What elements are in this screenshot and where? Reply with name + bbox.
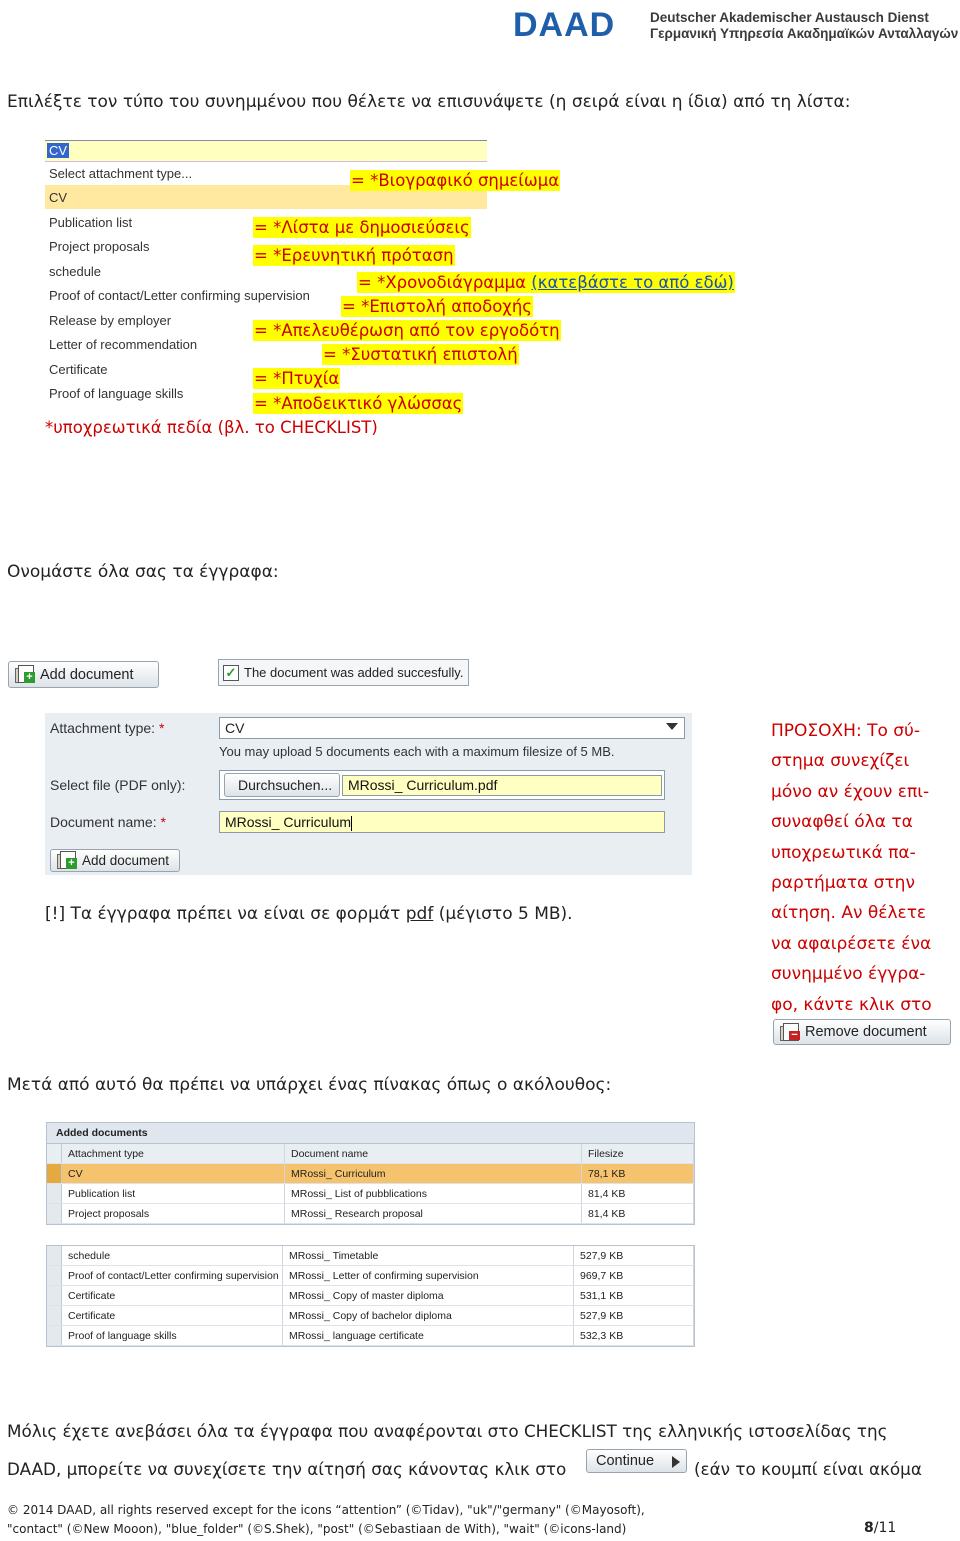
footer-copyright-line1: © 2014 DAAD, all rights reserved except for the icons “attention” (©Tidav), "uk"/"germany" (©Mayosoft),: [7, 1503, 645, 1517]
table-row[interactable]: [47, 1286, 694, 1306]
closing-text-line2-suffix: (εάν το κουμπί είναι ακόμα: [694, 1459, 922, 1479]
added-documents-table: [46, 1122, 695, 1225]
mandatory-note: *υποχρεωτικά πεδία (βλ. το CHECKLIST): [45, 418, 378, 437]
table-cell: MRossi_ Curriculum: [285, 1164, 582, 1184]
table-row[interactable]: [47, 1266, 694, 1286]
table-cell: Certificate: [62, 1306, 283, 1326]
document-name-label: Document name: *: [50, 814, 166, 830]
footer-copyright-line2: "contact" (©New Mooon), "blue_folder" (©S.Shek), "post" (©Sebastiaan de With), "wait" (©icons-land): [7, 1522, 627, 1536]
form-add-document-label: Add document: [82, 853, 170, 868]
table-cell: MRossi_ Copy of bachelor diploma: [283, 1306, 574, 1326]
dropdown-option[interactable]: Proof of contact/Letter confirming supervision: [49, 288, 310, 303]
pdf-link[interactable]: pdf: [405, 904, 434, 924]
translation-release: = *Απελευθέρωση από τον εργοδότη: [254, 321, 560, 340]
daad-logo: DAAD: [513, 6, 616, 44]
table-cell: 531,1 KB: [574, 1286, 694, 1306]
table-header-row: [47, 1144, 694, 1164]
translation-publication: = *Λίστα με δημοσιεύσεις: [254, 218, 470, 237]
chevron-down-icon: [666, 723, 678, 730]
add-document-label: Add document: [40, 666, 134, 683]
table-intro-text: Μετά από αυτό θα πρέπει να υπάρχει ένας πίνακας όπως ο ακόλουθος:: [7, 1075, 612, 1095]
row-selector[interactable]: [47, 1326, 62, 1346]
remove-document-label: Remove document: [805, 1024, 927, 1040]
table-cell: Certificate: [62, 1286, 283, 1306]
table-cell: 969,7 KB: [574, 1266, 694, 1286]
dropdown-option[interactable]: schedule: [49, 264, 102, 279]
attachment-type-label: Attachment type: *: [50, 720, 165, 736]
table-title: Added documents: [47, 1123, 694, 1144]
documents-grid: [47, 1246, 694, 1346]
translation-schedule: [357, 272, 735, 293]
table-cell: MRossi_ language certificate: [283, 1326, 574, 1346]
table-cell: MRossi_ Copy of master diploma: [283, 1286, 574, 1306]
add-document-button[interactable]: [8, 661, 159, 688]
org-name-german: Deutscher Akademischer Austausch Dienst: [650, 10, 929, 25]
select-file-label: Select file (PDF only):: [50, 777, 186, 793]
remove-document-icon: −: [780, 1024, 800, 1041]
name-documents-text: Ονομάστε όλα σας τα έγγραφα:: [7, 562, 279, 582]
dropdown-option[interactable]: Certificate: [49, 362, 108, 377]
attachment-type-dropdown[interactable]: [45, 140, 487, 162]
row-selector[interactable]: [47, 1204, 62, 1224]
continue-button[interactable]: [586, 1449, 687, 1473]
remove-document-button[interactable]: [773, 1019, 951, 1045]
table-cell: 532,3 KB: [574, 1326, 694, 1346]
table-cell: 81,4 KB: [582, 1184, 694, 1204]
translation-schedule-text: = *Χρονοδιάγραμμα: [358, 273, 527, 292]
table-cell: schedule: [62, 1246, 283, 1266]
row-selector[interactable]: [47, 1184, 62, 1204]
row-selector[interactable]: [47, 1164, 62, 1184]
file-path-field[interactable]: MRossi_ Curriculum.pdf: [342, 775, 662, 796]
column-header: Attachment type: [62, 1144, 285, 1164]
page-number: 8/11: [864, 1520, 897, 1536]
continue-label: Continue: [596, 1453, 655, 1469]
table-cell: Project proposals: [62, 1204, 285, 1224]
table-cell: MRossi_ Letter of confirming supervision: [283, 1266, 574, 1286]
dropdown-option[interactable]: Letter of recommendation: [49, 337, 198, 352]
table-row[interactable]: [47, 1246, 694, 1266]
row-selector[interactable]: [47, 1306, 62, 1326]
translation-recommendation: = *Συστατική επιστολή: [323, 345, 518, 364]
attachment-type-value: CV: [225, 720, 245, 736]
table-cell: 81,4 KB: [582, 1204, 694, 1224]
table-row[interactable]: [47, 1204, 694, 1224]
closing-text-line2-prefix: DAAD, μπορείτε να συνεχίσετε την αίτησή σας κάνοντας κλικ στο: [7, 1459, 567, 1479]
table-cell: MRossi_ List of pubblications: [285, 1184, 582, 1204]
row-selector[interactable]: [47, 1266, 62, 1286]
table-cell: 78,1 KB: [582, 1164, 694, 1184]
table-cell: 527,9 KB: [574, 1306, 694, 1326]
dropdown-selected-value: CV: [49, 143, 68, 158]
attachment-type-select[interactable]: [219, 717, 685, 739]
translation-language: = *Αποδεικτικό γλώσσας: [254, 394, 463, 413]
translation-certificate: = *Πτυχία: [254, 369, 340, 388]
dropdown-option[interactable]: Select attachment type...: [49, 166, 193, 181]
checkmark-icon: ✓: [223, 665, 239, 681]
table-row[interactable]: [47, 1306, 694, 1326]
upload-hint: You may upload 5 documents each with a maximum filesize of 5 MB.: [219, 744, 615, 759]
translation-cv: = *Βιογραφικό σημείωμα: [351, 171, 560, 190]
table-cell: Proof of contact/Letter confirming supervision: [62, 1266, 283, 1286]
arrow-right-icon: [672, 1456, 680, 1468]
dropdown-option[interactable]: Release by employer: [49, 313, 172, 328]
attention-note: ΠΡΟΣΟΧΗ: Το σύ- στημα συνεχίζει μόνο αν έχουν επι- συναφθεί όλα τα υποχρεωτικά πα- ραρτήματα στην αίτηση. Αν θέλετε να αφαιρέσετε ένα συνημμένο έγγρα- φο, κάντε κλικ στο: [771, 721, 932, 1015]
translation-proposal: = *Ερευνητική πρόταση: [254, 246, 454, 265]
document-name-input[interactable]: [219, 811, 665, 833]
dropdown-option[interactable]: Proof of language skills: [49, 386, 184, 401]
row-selector[interactable]: [47, 1286, 62, 1306]
form-add-document-button[interactable]: [50, 849, 180, 872]
browse-button[interactable]: Durchsuchen...: [224, 773, 340, 797]
add-document-icon: +: [57, 852, 77, 869]
closing-text-line1: Μόλις έχετε ανεβάσει όλα τα έγγραφα που αναφέρονται στο CHECKLIST της ελληνικής ιστοσελίδας της: [7, 1421, 888, 1441]
documents-grid: [47, 1144, 694, 1224]
row-selector[interactable]: [47, 1246, 62, 1266]
table-cell: 527,9 KB: [574, 1246, 694, 1266]
text-cursor: [351, 816, 352, 831]
added-documents-table-continued: [46, 1245, 695, 1347]
table-row[interactable]: [47, 1326, 694, 1346]
dropdown-option[interactable]: Project proposals: [49, 239, 150, 254]
add-document-icon: +: [15, 666, 35, 683]
translation-contact: = *Επιστολή αποδοχής: [342, 297, 532, 316]
dropdown-option[interactable]: Publication list: [49, 215, 133, 230]
dropdown-option[interactable]: CV: [49, 190, 68, 205]
success-message-box: [218, 659, 469, 686]
column-header: Document name: [285, 1144, 582, 1164]
table-row[interactable]: [47, 1164, 694, 1184]
table-cell: MRossi_ Research proposal: [285, 1204, 582, 1224]
table-cell: MRossi_ Timetable: [283, 1246, 574, 1266]
column-header: Filesize: [582, 1144, 694, 1164]
table-row[interactable]: [47, 1184, 694, 1204]
table-cell: Proof of language skills: [62, 1326, 283, 1346]
intro-text: Επιλέξτε τον τύπο του συνημμένου που θέλετε να επισυνάψετε (η σειρά είναι η ίδια) από τη λίστα:: [7, 92, 851, 112]
table-cell: CV: [62, 1164, 285, 1184]
document-name-value: MRossi_ Curriculum: [225, 814, 352, 830]
schedule-download-link[interactable]: (κατεβάστε το από εδώ): [531, 273, 734, 292]
row-selector[interactable]: [47, 1144, 62, 1164]
table-cell: Publication list: [62, 1184, 285, 1204]
pdf-format-note: [!] Τα έγγραφα πρέπει να είναι σε φορμάτ pdf (μέγιστο 5 MB).: [45, 904, 573, 924]
success-message-text: The document was added succesfully.: [244, 665, 464, 680]
org-name-greek: Γερμανική Υπηρεσία Ακαδημαϊκών Ανταλλαγών: [650, 26, 959, 41]
